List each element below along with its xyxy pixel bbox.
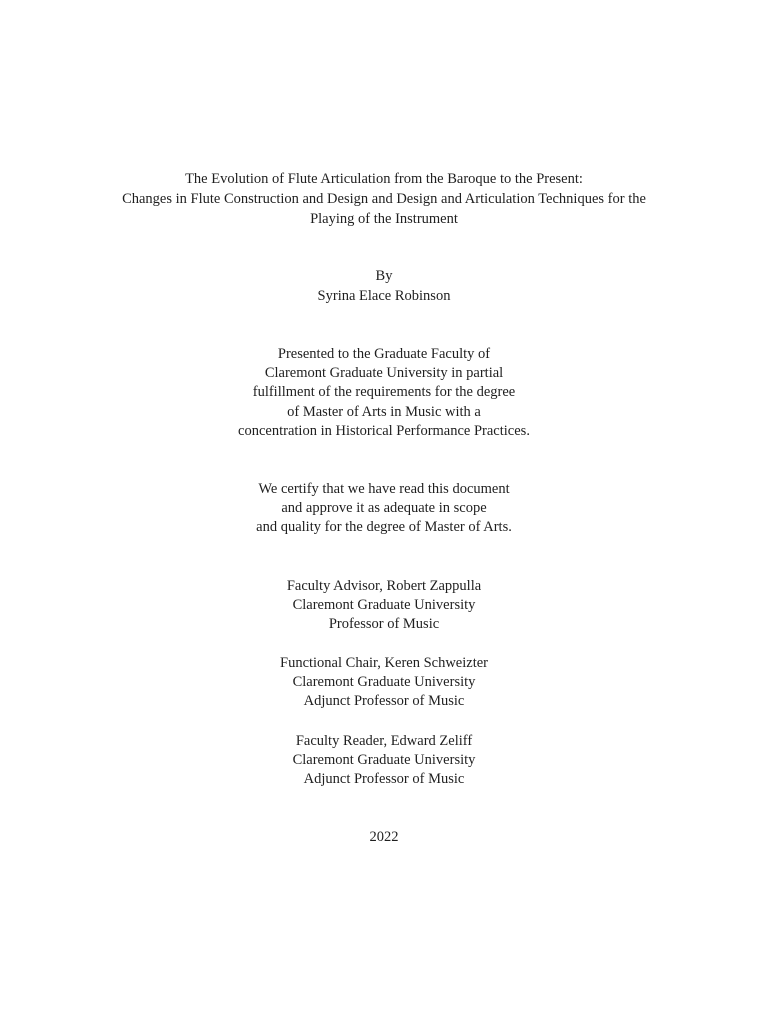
title-line: Changes in Flute Construction and Design and Design and Articulation Techniques for the xyxy=(122,191,646,207)
statement-line: of Master of Arts in Music with a xyxy=(287,404,481,420)
year: 2022 xyxy=(369,829,399,845)
title-line: Playing of the Instrument xyxy=(310,211,458,227)
certification-line: and approve it as adequate in scope xyxy=(281,500,487,516)
certification-line: We certify that we have read this document xyxy=(258,481,510,497)
title-line: The Evolution of Flute Articulation from the Baroque to the Present: xyxy=(185,171,583,187)
member-role-name: Faculty Reader, Edward Zeliff xyxy=(295,733,473,749)
certification-line: and quality for the degree of Master of Arts. xyxy=(256,519,512,535)
statement-line: fulfillment of the requirements for the degree xyxy=(252,384,516,400)
member-institution: Claremont Graduate University xyxy=(292,674,476,690)
member-title: Professor of Music xyxy=(328,616,440,632)
member-role-name: Faculty Advisor, Robert Zappulla xyxy=(286,578,482,594)
statement-line: Claremont Graduate University in partial xyxy=(264,365,504,381)
statement-line: Presented to the Graduate Faculty of xyxy=(277,346,491,362)
member-role-name: Functional Chair, Keren Schweizter xyxy=(280,655,488,671)
member-institution: Claremont Graduate University xyxy=(292,752,476,768)
member-institution: Claremont Graduate University xyxy=(292,597,476,613)
author-name: Syrina Elace Robinson xyxy=(317,288,451,304)
member-title: Adjunct Professor of Music xyxy=(303,771,465,787)
member-title: Adjunct Professor of Music xyxy=(303,693,465,709)
by-label: By xyxy=(375,268,393,284)
statement-line: concentration in Historical Performance Practices. xyxy=(238,423,530,439)
